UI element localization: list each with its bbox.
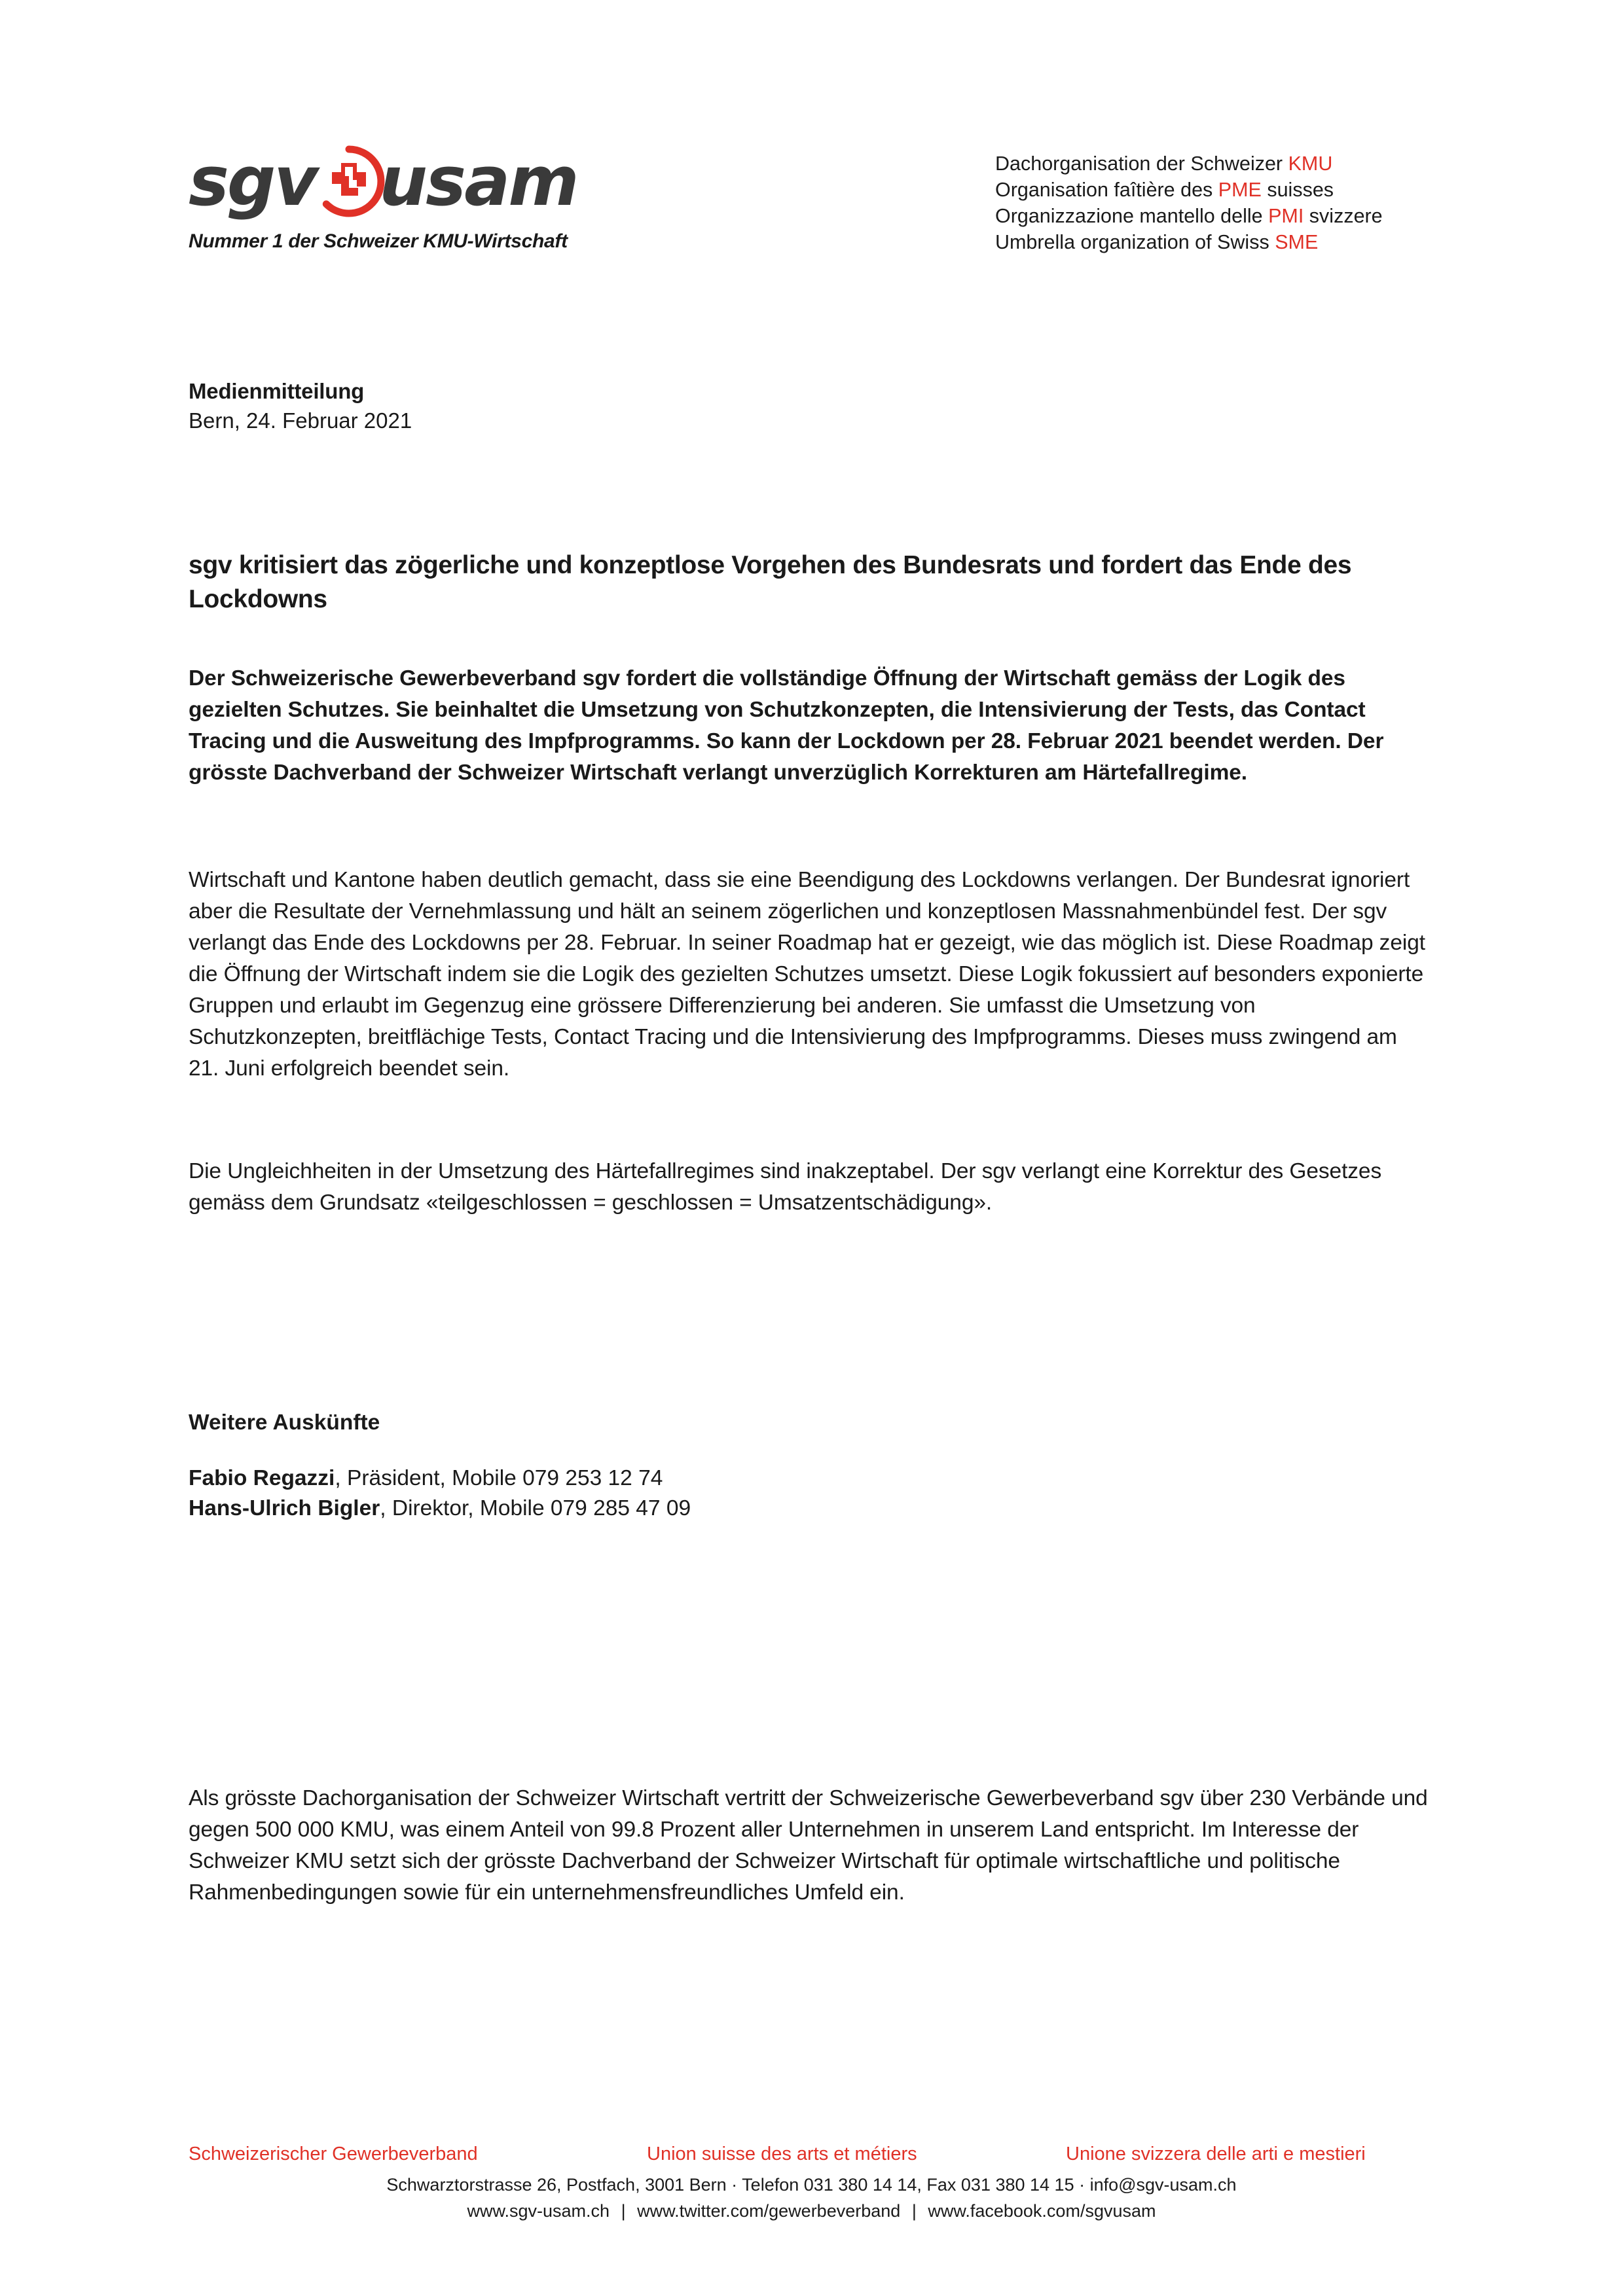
contact-details-president: , Präsident, Mobile 079 253 12 74: [335, 1466, 663, 1490]
document-header: [0, 143, 1623, 280]
contacts-section: [189, 1407, 1171, 1524]
logo-tagline: Nummer 1 der Schweizer KMU-Wirtschaft: [189, 230, 568, 252]
logo-text-usam: usam: [379, 141, 577, 221]
document-type-label: Medienmitteilung: [189, 379, 365, 403]
logo-text-sgv: sgv: [189, 141, 317, 221]
contact-person-president: [189, 1463, 1171, 1494]
footer-link-facebook[interactable]: www.facebook.com/sgvusam: [928, 2201, 1156, 2221]
contact-details-director: , Direktor, Mobile 079 285 47 09: [380, 1496, 691, 1520]
logo-wordmark: [189, 143, 577, 220]
acronym-pme: PME: [1218, 179, 1262, 201]
swiss-cross-emblem-icon: [312, 145, 386, 218]
acronym-sme: SME: [1275, 231, 1319, 253]
document-meta: [189, 376, 974, 435]
header-language-line-it: Organizzazione mantello delle PMI svizzere: [995, 205, 1383, 227]
footer-link-website[interactable]: www.sgv-usam.ch: [467, 2201, 610, 2221]
header-language-line-fr: Organisation faîtière des PME suisses: [995, 179, 1334, 201]
contacts-heading: Weitere Auskünfte: [189, 1410, 380, 1435]
page-title: sgv kritisiert das zögerliche und konzeptlose Vorgehen des Bundesrats und fordert das Ende des Lockdowns: [189, 551, 1352, 614]
header-language-line-en: Umbrella organization of Swiss SME: [995, 231, 1319, 253]
footer-org-fr: Union suisse des arts et métiers: [647, 2144, 917, 2164]
footer-links-line: [0, 2198, 1623, 2224]
boilerplate-paragraph: Als grösste Dachorganisation der Schweizer Wirtschaft vertritt der Schweizerische Gewerbeverband sgv über 230 Verbände und gegen 500 000 KMU, was einem Anteil von 99.8 Prozent aller Unternehmen in unserem Land entspricht. Im Interesse der Schweizer KMU setzt sich der grösste Dachverband der Schweizer Wirtschaft für optimale wirtschaftliche und politische Rahmenbedingungen sowie für ein unternehmensfreundliches Umfeld ein.: [189, 1785, 1428, 1905]
footer-link-separator-2: |: [911, 2201, 917, 2221]
body-paragraph-2: Die Ungleichheiten in der Umsetzung des Härtefallregimes sind inakzeptabel. Der sgv verlangt eine Korrektur des Gesetzes gemäss dem Grundsatz «teilgeschlossen = geschlossen = Umsatzentschädigung».: [189, 1158, 1382, 1215]
footer-org-it: Unione svizzera delle arti e mestieri: [1066, 2144, 1366, 2164]
header-language-lines: [995, 151, 1383, 255]
contact-name-director: Hans-Ulrich Bigler: [189, 1496, 380, 1520]
contact-person-director: [189, 1494, 1171, 1524]
sgv-usam-logo: [189, 143, 577, 253]
acronym-pmi: PMI: [1268, 205, 1304, 227]
body-paragraph-1: Wirtschaft und Kantone haben deutlich gemacht, dass sie eine Beendigung des Lockdowns verlangen. Der Bundesrat ignoriert aber die Resultate der Vernehmlassung und hält an seinem zögerlichen und konzeptlosen Massnahmenbündel fest. Der sgv verlangt das Ende des Lockdowns per 28. Februar. In seiner Roadmap hat er gezeigt, wie das möglich ist. Diese Roadmap zeigt die Öffnung der Wirtschaft indem sie die Logik des gezielten Schutzes umsetzt. Diese Logik fokussiert auf besonders exponierte Gruppen und erlaubt im Gegenzug eine grössere Differenzierung bei anderen. Sie umfasst die Umsetzung von Schutzkonzepten, breitflächige Tests, Contact Tracing und die Intensivierung des Impfprogramms. Dieses muss zwingend am 21. Juni erfolgreich beendet sein.: [189, 867, 1425, 1081]
footer-link-twitter[interactable]: www.twitter.com/gewerbeverband: [637, 2201, 901, 2221]
contact-name-president: Fabio Regazzi: [189, 1466, 335, 1490]
footer-address-line: Schwarztorstrasse 26, Postfach, 3001 Bern · Telefon 031 380 14 14, Fax 031 380 14 15 · info@sgv-usam.ch: [386, 2175, 1237, 2195]
header-language-line-de: Dachorganisation der Schweizer KMU: [995, 152, 1333, 175]
footer-organization-names: [189, 2142, 1432, 2166]
lead-paragraph: Der Schweizerische Gewerbeverband sgv fordert die vollständige Öffnung der Wirtschaft gemäss der Logik des gezielten Schutzes. Sie beinhaltet die Umsetzung von Schutzkonzepten, die Intensivierung der Tests, das Contact Tracing und die Ausweitung des Impfprogramms. So kann der Lockdown per 28. Februar 2021 beendet werden. Der grösste Dachverband der Schweizer Wirtschaft verlangt unverzüglich Korrekturen am Härtefallregime.: [189, 666, 1384, 785]
acronym-kmu: KMU: [1288, 152, 1333, 175]
footer-link-separator-1: |: [621, 2201, 626, 2221]
footer-org-de: Schweizerischer Gewerbeverband: [189, 2144, 478, 2164]
place-date: Bern, 24. Februar 2021: [189, 408, 412, 433]
